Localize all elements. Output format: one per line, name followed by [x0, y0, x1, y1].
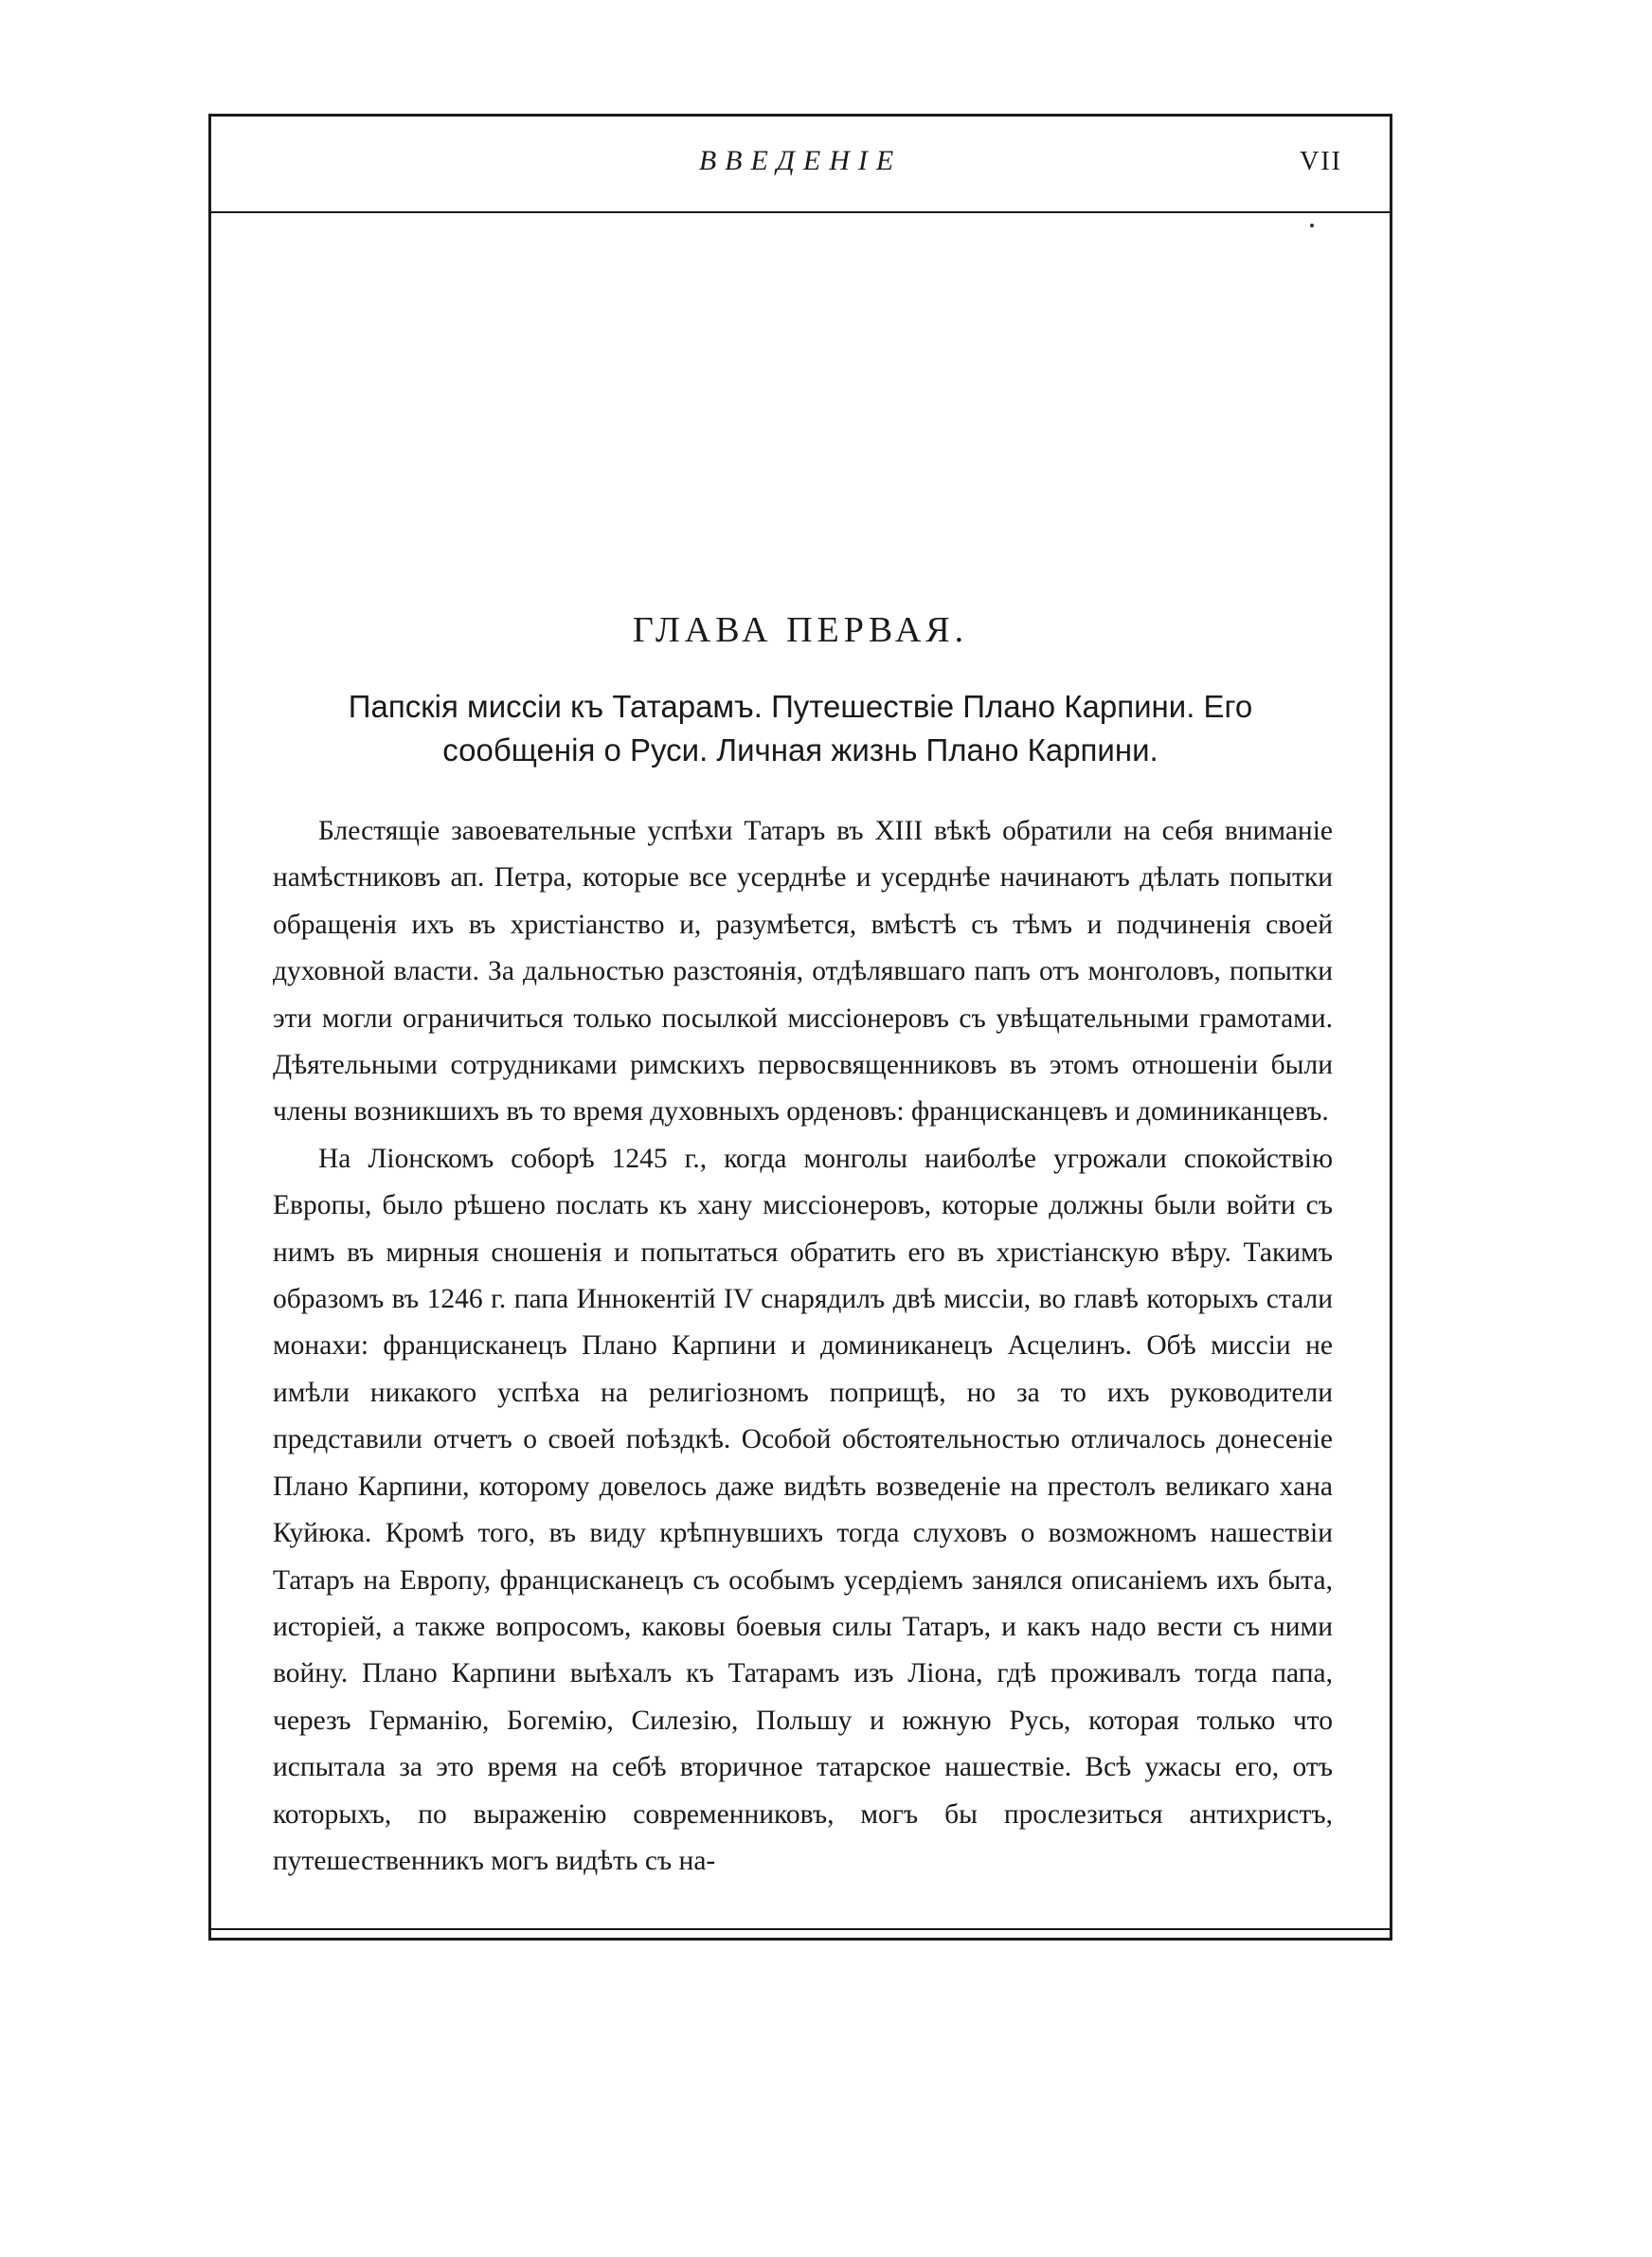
running-head: ВВЕДЕНІЕ [698, 145, 903, 176]
page-frame [208, 114, 1392, 1941]
paragraph-1: Блестящіе завоевательные успѣхи Татаръ въ XIII вѣкѣ обратили на себя вниманіе намѣстниковъ ап. Петра, которые все усерднѣе и усерднѣе начинаютъ дѣлать попытки обращенія ихъ въ христіанство и, разумѣется, вмѣстѣ съ тѣмъ и подчиненія своей духовной власти. За дальностью разстоянія, отдѣлявшаго папъ отъ монголовъ, попытки эти могли ограничиться только посылкой миссіонеровъ съ увѣщательными грамотами. Дѣятельными сотрудниками римскихъ первосвященниковъ въ этомъ отношеніи были члены возникшихъ въ то время духовныхъ орденовъ: францисканцевъ и доминиканцевъ. [273, 816, 1333, 1128]
header-rule [211, 211, 1390, 213]
chapter-subtitle: Папскія миссіи къ Татарамъ. Путешествіе Плано Карпини. Его сообщенія о Руси. Личная жизнь Плано Карпини. [348, 689, 1253, 767]
chapter-title: ГЛАВА ПЕРВАЯ. [632, 610, 969, 650]
page-number: VII [1300, 147, 1342, 176]
footer-rule [211, 1928, 1390, 1930]
body-text [273, 808, 1333, 1885]
paragraph-2: На Ліонскомъ соборѣ 1245 г., когда монголы наиболѣе угрожали спокойствію Европы, было рѣшено послать къ хану миссіонеровъ, которые должны были войти съ нимъ въ мирныя сношенія и попытаться обратить его въ христіанскую вѣру. Такимъ образомъ въ 1246 г. папа Иннокентій IV снарядилъ двѣ миссіи, во главѣ которыхъ стали монахи: францисканецъ Плано Карпини и доминиканецъ Асцелинъ. Обѣ миссіи не имѣли никакого успѣха на религіозномъ поприщѣ, но за то ихъ руководители представили отчетъ о своей поѣздкѣ. Особой обстоятельностью отличалось донесеніе Плано Карпини, которому довелось даже видѣть возведеніе на престолъ великаго хана Куйюка. Кромѣ того, въ виду крѣпнувшихъ тогда слуховъ о возможномъ нашествіи Татаръ на Европу, францисканецъ съ особымъ усердіемъ занялся описаніемъ ихъ быта, исторіей, а также вопросомъ, каковы боевыя силы Татаръ, и какъ надо вести съ ними войну. Плано Карпини выѣхалъ къ Татарамъ изъ Ліона, гдѣ проживалъ тогда папа, черезъ Германію, Богемію, Силезію, Польшу и южную Русь, которая только что испытала за это время на себѣ вторичное татарское нашествіе. Всѣ ужасы его, отъ которыхъ, по выраженію современниковъ, могъ бы прослезиться антихристъ, путешественникъ могъ видѣть съ на- [273, 1143, 1333, 1876]
print-speck [1310, 224, 1314, 227]
